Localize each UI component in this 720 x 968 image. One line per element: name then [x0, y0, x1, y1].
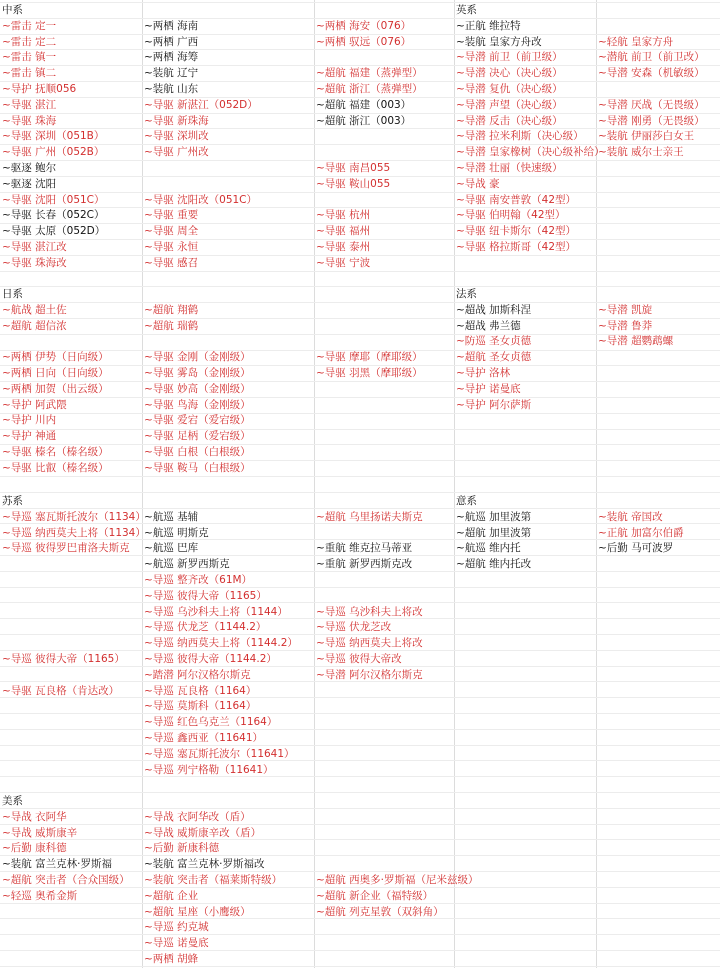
row-divider — [0, 476, 720, 477]
ship-entry: ~导巡 伏龙芝（1144.2） — [144, 621, 267, 634]
ship-entry: ~导驱 珠海改 — [2, 256, 67, 269]
ship-entry: ~导巡 瓦良格（1164） — [144, 684, 257, 697]
ship-entry: ~超航 浙江（蒸弹型） — [316, 83, 423, 95]
row-divider — [0, 587, 720, 588]
row-divider — [0, 776, 720, 777]
ship-entry: ~航巡 新罗西斯克 — [144, 558, 230, 571]
ship-entry: ~导驱 周全 — [144, 225, 199, 238]
ship-entry: ~导驱 杭州 — [316, 209, 371, 222]
ship-entry: ~航巡 维内托 — [456, 542, 521, 555]
ship-entry: ~正航 加富尔伯爵 — [598, 526, 684, 539]
ship-entry: ~导巡 塞瓦斯托波尔（11641） — [144, 747, 295, 760]
ship-entry: ~导护 川内 — [2, 414, 57, 427]
ship-entry: ~导驱 鞍山055 — [316, 177, 391, 190]
ship-entry: ~装航 辽宁 — [144, 67, 199, 80]
ship-entry: ~导巡 伏龙芝改 — [316, 621, 392, 634]
ship-entry: ~正航 维拉特 — [456, 19, 521, 32]
section-title-fr: 法系 — [456, 288, 477, 300]
ship-entry: ~导巡 彼得罗巴甫洛夫斯克 — [2, 542, 130, 555]
ship-entry: ~超战 加斯科涅 — [456, 303, 532, 316]
ship-entry: ~两栖 加贺（出云级） — [2, 382, 109, 395]
ship-entry: ~超航 加里波第 — [456, 526, 532, 539]
ship-entry: ~装航 富兰克林·罗斯福改 — [144, 858, 265, 871]
ship-entry: ~超航 浙江（003） — [316, 114, 412, 127]
ship-entry: ~导驱 摩耶（摩耶级） — [316, 351, 423, 364]
ship-entry: ~超航 企业 — [144, 889, 199, 902]
ship-entry: ~装航 伊丽莎白女王 — [598, 130, 695, 143]
ship-entry: ~导潜 凯旋 — [598, 303, 653, 316]
ship-entry: ~防巡 圣女贞德 — [456, 335, 532, 348]
ship-entry: ~导巡 诺曼底 — [144, 937, 209, 950]
section-title-su: 苏系 — [2, 495, 23, 507]
ship-entry: ~超航 翔鹤 — [144, 303, 199, 316]
ship-entry: ~导驱 比叡（榛名级） — [2, 461, 109, 474]
ship-entry: ~导潜 厌战（无畏级） — [598, 98, 705, 111]
ship-entry: ~两栖 驭远（076） — [316, 35, 412, 48]
ship-entry: ~导驱 湛江改 — [2, 241, 67, 253]
ship-entry: ~超航 乌里扬诺夫斯克 — [316, 510, 423, 523]
ship-entry: ~导驱 新湛江（052D） — [144, 98, 258, 111]
ship-entry: ~导巡 列宁格勒（11641） — [144, 763, 274, 776]
ship-entry: ~重航 新罗西斯克改 — [316, 558, 413, 571]
ship-entry: ~导巡 乌沙科夫上将（1144） — [144, 605, 288, 618]
ship-entry: ~超航 星座（小鹰级） — [144, 905, 251, 918]
row-divider — [0, 934, 720, 935]
ship-entry: ~导潜 复仇（决心级） — [456, 83, 563, 95]
ship-entry: ~航巡 明斯克 — [144, 526, 209, 539]
ship-entry: ~导驱 重要 — [144, 209, 199, 222]
ship-entry: ~导潜 皇家橡树（决心级补给） — [456, 146, 605, 159]
ship-entry: ~驱逐 鲍尔 — [2, 162, 57, 174]
ship-entry: ~导巡 彼得大帝（1144.2） — [144, 653, 277, 665]
ship-entry: ~超航 福建（003） — [316, 98, 412, 111]
ship-entry: ~超航 新企业（福特级） — [316, 889, 434, 902]
ship-entry: ~超航 维内托改 — [456, 558, 532, 571]
ship-entry: ~导驱 长春（052C） — [2, 209, 105, 222]
row-divider — [0, 745, 720, 746]
ship-entry: ~装航 富兰克林·罗斯福 — [2, 858, 112, 871]
ship-entry: ~导驱 深圳改 — [144, 130, 209, 143]
ship-entry: ~踏潜 阿尔汉格尔斯克 — [144, 668, 251, 681]
ship-entry: ~导巡 纳西莫夫上将（1144.2） — [144, 637, 298, 650]
ship-entry: ~超航 突击者（合众国级） — [2, 874, 130, 886]
ship-entry: ~导巡 整齐改（61M） — [144, 574, 253, 586]
ship-entry: ~航战 超土佐 — [2, 303, 67, 316]
ship-entry: ~导巡 彼得大帝（1165） — [144, 589, 267, 602]
ship-entry: ~重航 维克拉马蒂亚 — [316, 542, 413, 555]
ship-entry: ~导巡 彼得大帝（1165） — [2, 653, 125, 665]
ship-entry: ~导驱 瓦良格（肯达改） — [2, 684, 120, 697]
ship-entry: ~装航 帝国改 — [598, 510, 663, 523]
ship-entry: ~雷击 定二 — [2, 35, 57, 48]
ship-entry: ~导潜 阿尔汉格尔斯克 — [316, 668, 423, 681]
ship-entry: ~两栖 海南 — [144, 19, 199, 32]
ship-entry: ~导潜 声望（决心级） — [456, 98, 563, 111]
ship-entry: ~导战 衣阿华 — [2, 810, 67, 823]
ship-entry: ~超航 西奥多·罗斯福（尼米兹级） — [316, 874, 479, 886]
ship-entry: ~导巡 纳西莫夫上将（1134） — [2, 526, 146, 539]
ship-entry: ~导潜 安森（机敏级） — [598, 67, 705, 80]
ship-entry: ~超战 弗兰德 — [456, 319, 521, 332]
ship-entry: ~导驱 榛名（榛名级） — [2, 446, 109, 458]
ship-entry: ~导驱 妙高（金刚级） — [144, 382, 251, 395]
ship-entry: ~航巡 加里波第 — [456, 510, 532, 523]
ship-entry: ~导驱 珠海 — [2, 114, 57, 127]
ship-entry: ~导驱 新珠海 — [144, 114, 209, 127]
ship-entry: ~导驱 太原（052D） — [2, 225, 106, 238]
ship-entry: ~两栖 日向（日向级） — [2, 367, 109, 379]
row-divider — [0, 271, 720, 272]
ship-entry: ~两栖 海安（076） — [316, 19, 412, 32]
ship-entry: ~装航 突击者（福莱斯特级） — [144, 874, 283, 886]
ship-entry: ~超航 超信浓 — [2, 319, 67, 332]
ship-entry: ~导驱 爱宕（爱宕级） — [144, 414, 251, 427]
ship-entry: ~导巡 鑫西亚（11641） — [144, 732, 264, 744]
ship-entry: ~导战 威斯康辛改（盾） — [144, 826, 262, 839]
section-title-uk: 英系 — [456, 4, 477, 16]
ship-entry: ~航巡 巴库 — [144, 542, 199, 555]
ship-entry: ~导巡 约克城 — [144, 921, 209, 934]
ship-entry: ~超航 列克星敦（双斜角） — [316, 905, 444, 918]
ship-entry: ~导驱 永恒 — [144, 241, 199, 253]
ship-entry: ~航巡 基辅 — [144, 510, 199, 523]
section-title-it: 意系 — [456, 495, 477, 507]
ship-entry: ~导驱 雾岛（金刚级） — [144, 367, 251, 379]
ship-entry: ~导潜 刚勇（无畏级） — [598, 114, 705, 127]
ship-entry: ~导驱 金刚（金刚级） — [144, 351, 251, 364]
ship-entry: ~轻航 皇家方舟 — [598, 35, 674, 48]
section-title-cn: 中系 — [2, 4, 23, 16]
ship-entry: ~导驱 伯明翰（42型） — [456, 209, 566, 222]
ship-entry: ~导潜 前卫（前卫级） — [456, 51, 563, 64]
row-divider — [0, 729, 720, 730]
ship-entry: ~导驱 感召 — [144, 256, 199, 269]
ship-entry: ~导驱 鸟海（金刚级） — [144, 398, 251, 411]
ship-entry: ~导护 阿武隈 — [2, 398, 67, 411]
ship-entry: ~后勤 康科德 — [2, 842, 67, 855]
ship-entry: ~导战 衣阿华改（盾） — [144, 810, 251, 823]
ship-entry: ~导巡 乌沙科夫上将改 — [316, 605, 423, 618]
ship-entry: ~导驱 纽卡斯尔（42型） — [456, 225, 576, 238]
ship-entry: ~导潜 决心（决心级） — [456, 67, 563, 80]
row-divider — [0, 950, 720, 951]
ship-entry: ~导护 诺曼底 — [456, 382, 521, 395]
ship-entry: ~后勤 新康科德 — [144, 842, 220, 855]
ship-entry: ~导潜 鲁莽 — [598, 319, 653, 332]
ship-entry: ~导驱 广州（052B） — [2, 146, 105, 159]
ship-entry: ~两栖 广西 — [144, 35, 199, 48]
ship-entry: ~导驱 南安普敦（42型） — [456, 193, 576, 206]
ship-entry: ~雷击 镇二 — [2, 67, 57, 80]
ship-entry: ~两栖 胡蜂 — [144, 953, 199, 965]
ship-entry: ~导巡 彼得大帝改 — [316, 653, 402, 665]
ship-entry: ~轻巡 奥希金斯 — [2, 889, 78, 902]
ship-entry: ~装航 威尔士亲王 — [598, 146, 684, 159]
ship-entry: ~导驱 福州 — [316, 225, 371, 238]
ship-entry: ~装航 山东 — [144, 83, 199, 95]
section-title-us: 美系 — [2, 795, 23, 807]
ship-entry: ~超航 圣女贞德 — [456, 351, 532, 364]
ship-entry: ~两栖 海筹 — [144, 51, 199, 64]
ship-entry: ~导潜 拉米利斯（决心级） — [456, 130, 584, 143]
ship-entry: ~超航 福建（蒸弹型） — [316, 67, 423, 80]
column-divider — [314, 0, 315, 968]
ship-entry: ~导驱 宁波 — [316, 256, 371, 269]
ship-entry: ~导巡 塞瓦斯托波尔（1134） — [2, 510, 146, 523]
ship-entry: ~驱逐 沈阳 — [2, 177, 57, 190]
ship-entry: ~导潜 反击（决心级） — [456, 114, 563, 127]
ship-entry: ~导战 豪 — [456, 177, 500, 190]
ship-entry: ~两栖 伊势（日向级） — [2, 351, 109, 364]
ship-entry: ~导驱 足柄（爱宕级） — [144, 430, 251, 443]
ship-entry: ~导驱 广州改 — [144, 146, 209, 159]
ship-entry: ~雷击 镇一 — [2, 51, 57, 64]
section-title-jp: 日系 — [2, 288, 23, 300]
ship-entry: ~导驱 白根（白根级） — [144, 446, 251, 458]
ship-entry: ~导巡 纳西莫夫上将改 — [316, 637, 423, 650]
ship-entry: ~导巡 红色乌克兰（1164） — [144, 716, 278, 729]
ship-entry: ~导驱 沈阳改（051C） — [144, 193, 258, 206]
row-divider — [0, 966, 720, 967]
ship-entry: ~导驱 泰州 — [316, 241, 371, 253]
ship-entry: ~导潜 超鹦鹉螺 — [598, 335, 674, 348]
ship-entry: ~导驱 深圳（051B） — [2, 130, 105, 143]
ship-entry: ~导护 神通 — [2, 430, 57, 443]
ship-entry: ~导驱 鞍马（白根级） — [144, 461, 251, 474]
ship-entry: ~导护 阿尔萨斯 — [456, 398, 532, 411]
ship-entry: ~装航 皇家方舟改 — [456, 35, 542, 48]
ship-entry: ~超航 瑞鹤 — [144, 319, 199, 332]
ship-entry: ~导护 抚顺056 — [2, 83, 77, 95]
ship-entry: ~导驱 沈阳（051C） — [2, 193, 105, 206]
ship-entry: ~雷击 定一 — [2, 19, 57, 32]
ship-entry: ~导驱 南昌055 — [316, 162, 391, 174]
ship-entry: ~导战 威斯康辛 — [2, 826, 78, 839]
ship-entry: ~导驱 格拉斯哥（42型） — [456, 241, 576, 253]
ship-entry: ~导驱 羽黑（摩耶级） — [316, 367, 423, 379]
ship-entry: ~后勤 马可波罗 — [598, 542, 674, 555]
ship-entry: ~导巡 莫斯科（1164） — [144, 700, 257, 713]
ship-entry: ~导护 洛林 — [456, 367, 511, 379]
row-divider — [0, 713, 720, 714]
row-divider — [0, 760, 720, 761]
ship-entry: ~导驱 湛江 — [2, 98, 57, 111]
ship-entry: ~导潜 壮丽（快速级） — [456, 162, 563, 174]
ship-entry: ~潜航 前卫（前卫改） — [598, 51, 705, 64]
